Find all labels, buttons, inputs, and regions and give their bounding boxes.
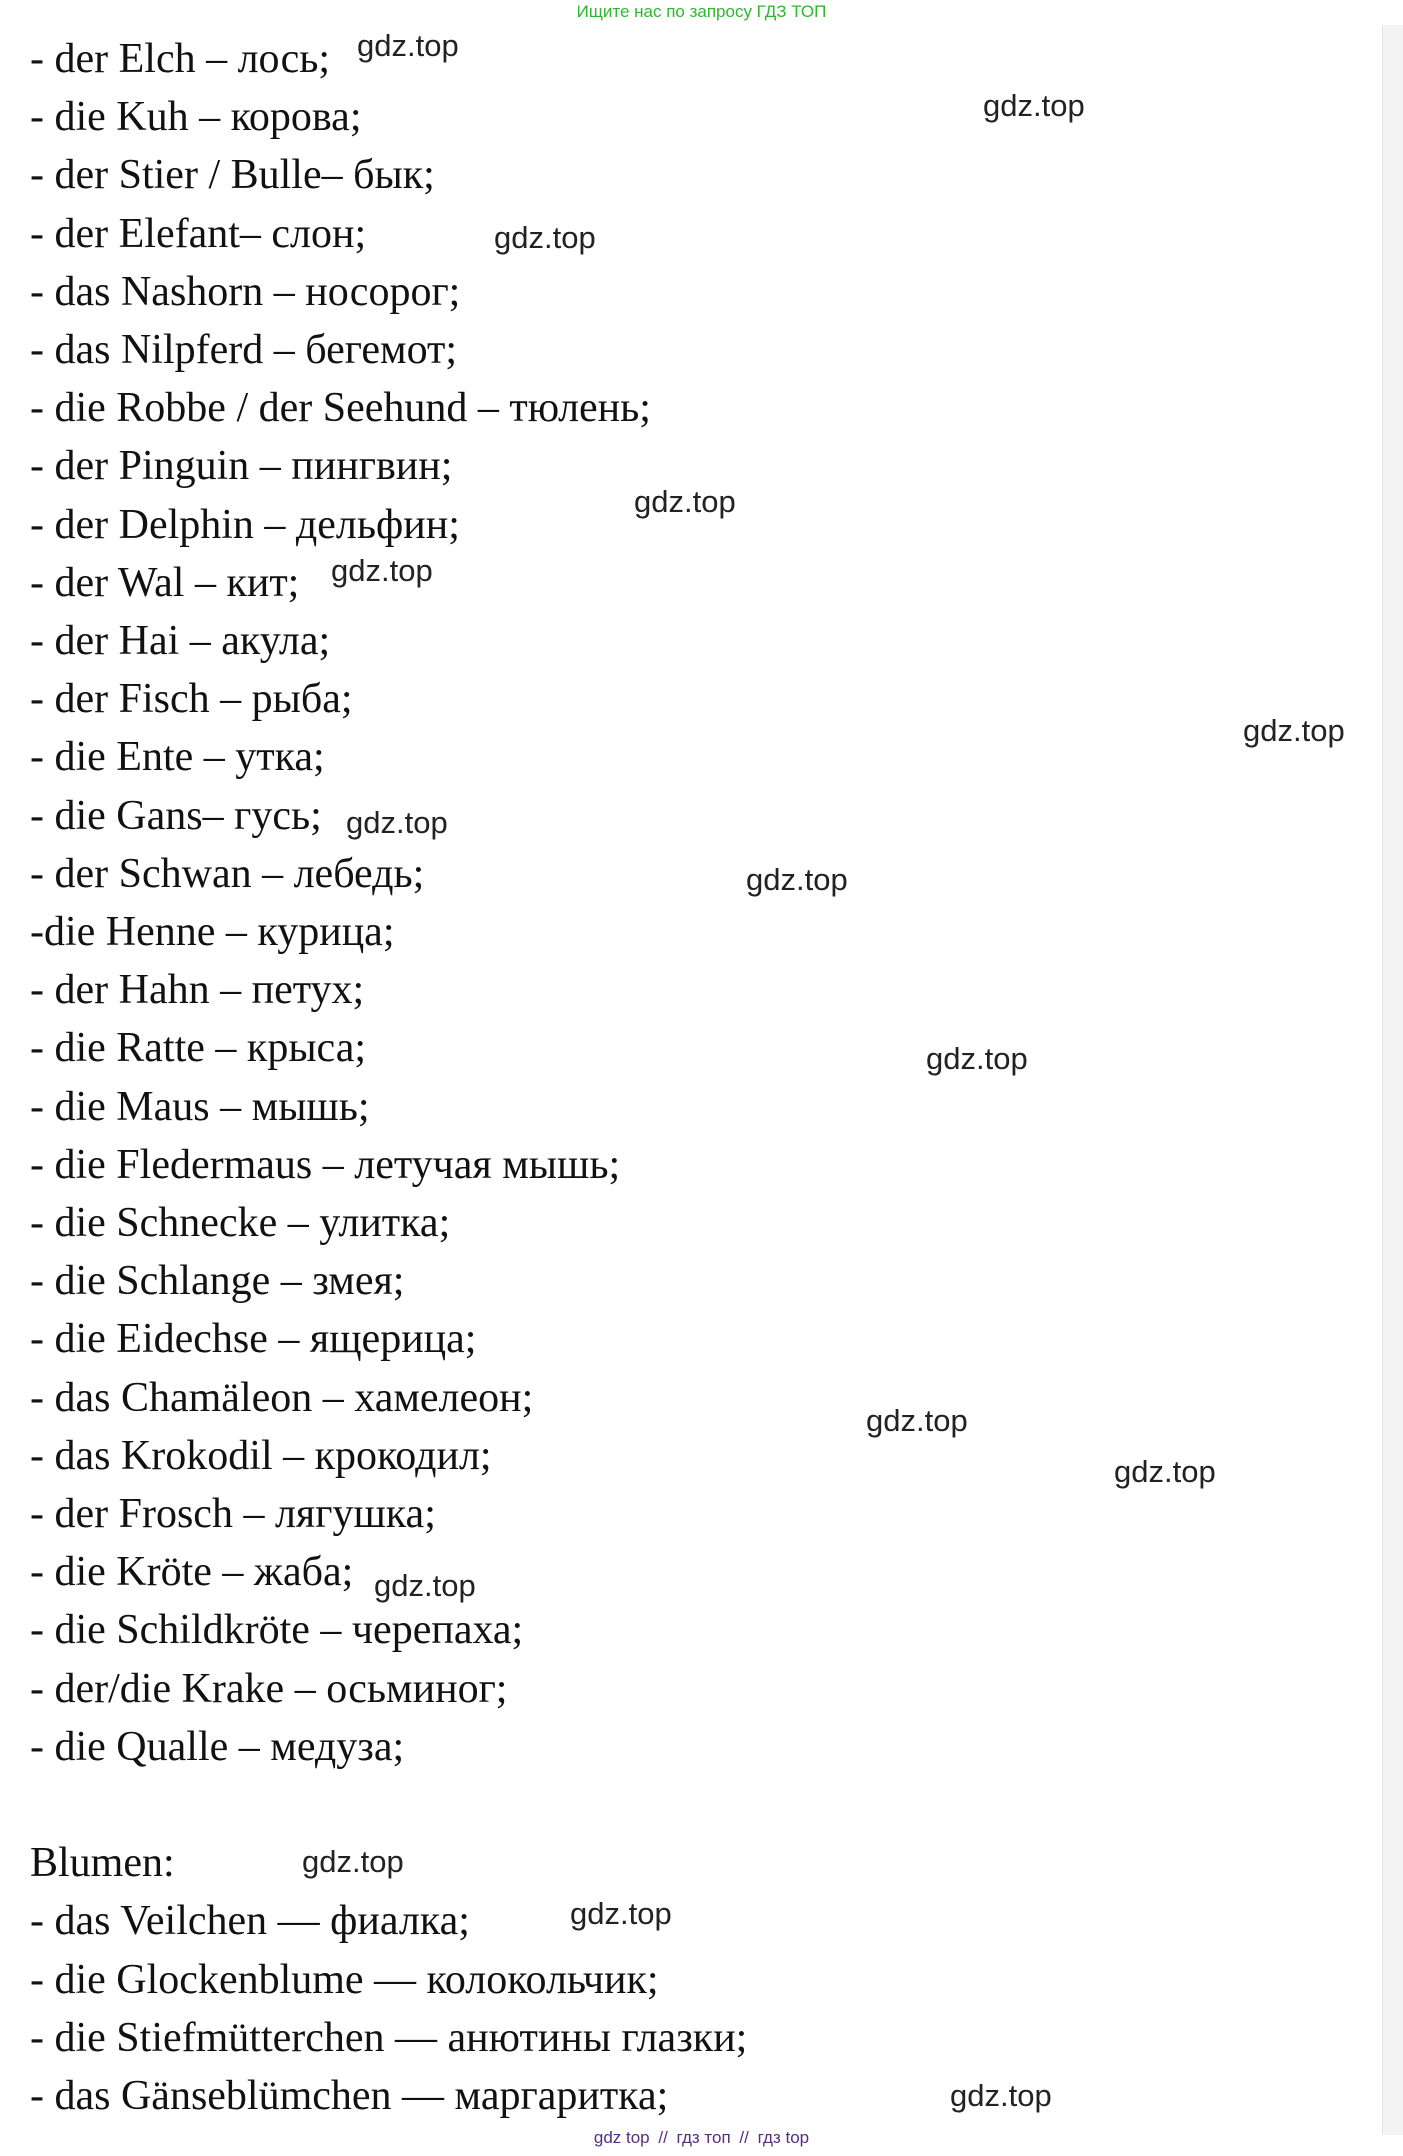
watermark: gdz.top <box>1114 1454 1216 1489</box>
footer-link[interactable]: гдз top <box>757 2128 810 2147</box>
vocab-line: - die Schnecke – улитка; <box>30 1200 451 1247</box>
footer <box>0 2128 1403 2148</box>
watermark: gdz.top <box>494 220 596 255</box>
vocab-line: - die Gans– гусь; <box>30 792 322 839</box>
vocab-line: - die Stiefmütterchen — анютины глазки; <box>30 2014 748 2061</box>
vocab-line: - das Gänseblümchen — маргаритка; <box>30 2073 669 2120</box>
vocab-line: - das Nilpferd – бегемот; <box>30 327 458 374</box>
vocab-line: - die Schlange – змея; <box>30 1258 405 1305</box>
top-banner: Ищите нас по запросу ГДЗ ТОП <box>576 2 827 21</box>
vocab-line: - der Elch – лось; <box>30 36 331 82</box>
vocab-line: - der Wal – кит; <box>30 559 300 606</box>
watermark: gdz.top <box>866 1403 968 1438</box>
vocab-line: - der/die Krake – осьминог; <box>30 1665 508 1712</box>
vocab-line: - die Eidechse – ящерица; <box>30 1316 477 1363</box>
watermark: gdz.top <box>346 805 448 840</box>
document-body <box>30 30 1370 2125</box>
watermark: gdz.top <box>570 1896 672 1931</box>
vocab-line: - die Fledermaus – летучая мышь; <box>30 1141 621 1188</box>
footer-separator: // <box>739 2128 749 2147</box>
vocab-line: - die Schildkröte – черепаха; <box>30 1607 524 1654</box>
watermark: gdz.top <box>746 862 848 897</box>
watermark: gdz.top <box>1243 713 1345 748</box>
vocab-line: - der Hai – акула; <box>30 618 331 665</box>
vocab-line: - der Frosch – лягушка; <box>30 1491 436 1538</box>
vocab-line: - die Ratte – крыса; <box>30 1025 367 1072</box>
vocab-line: - die Glockenblume — колокольчик; <box>30 1956 659 2003</box>
flowers-heading: Blumen: <box>30 1840 175 1887</box>
vocab-line: - die Ente – утка; <box>30 734 325 781</box>
vocab-line: - der Hahn – петух; <box>30 967 365 1014</box>
vocab-line: - der Pinguin – пингвин; <box>30 443 453 490</box>
vocab-line: - der Delphin – дельфин; <box>30 501 460 548</box>
vocab-line: - die Kuh – корова; <box>30 94 362 141</box>
watermark: gdz.top <box>634 484 736 519</box>
vocab-line: - der Schwan – лебедь; <box>30 850 425 897</box>
vocab-line: - die Kröte – жаба; <box>30 1549 354 1596</box>
blank-line <box>30 1776 1370 1834</box>
vocab-line: - der Stier / Bulle– бык; <box>30 152 435 199</box>
vocab-line: -die Henne – курица; <box>30 909 395 956</box>
vocab-line: - die Robbe / der Seehund – тюлень; <box>30 385 651 432</box>
watermark: gdz.top <box>331 553 433 588</box>
watermark: gdz.top <box>357 28 459 63</box>
watermark: gdz.top <box>926 1041 1028 1076</box>
scrollbar-track[interactable] <box>1382 25 1403 2135</box>
vocab-line: - die Qualle – медуза; <box>30 1723 405 1770</box>
watermark: gdz.top <box>950 2078 1052 2113</box>
footer-link[interactable]: гдз топ <box>676 2128 731 2147</box>
vocab-line: - das Nashorn – носорог; <box>30 268 461 315</box>
flower-list <box>30 1892 1370 2125</box>
vocab-line: - der Elefant– слон; <box>30 210 367 257</box>
vocab-line: - das Veilchen — фиалка; <box>30 1898 470 1945</box>
vocab-line: - das Krokodil – крокодил; <box>30 1432 492 1479</box>
footer-separator: // <box>658 2128 668 2147</box>
footer-link[interactable]: gdz top <box>593 2128 650 2147</box>
vocab-line: - der Fisch – рыба; <box>30 676 353 723</box>
animal-list <box>30 30 1370 1776</box>
vocab-line: - das Chamäleon – хамелеон; <box>30 1374 534 1421</box>
vocab-line: - die Maus – мышь; <box>30 1083 370 1130</box>
watermark: gdz.top <box>374 1568 476 1603</box>
watermark: gdz.top <box>302 1844 404 1879</box>
watermark: gdz.top <box>983 88 1085 123</box>
